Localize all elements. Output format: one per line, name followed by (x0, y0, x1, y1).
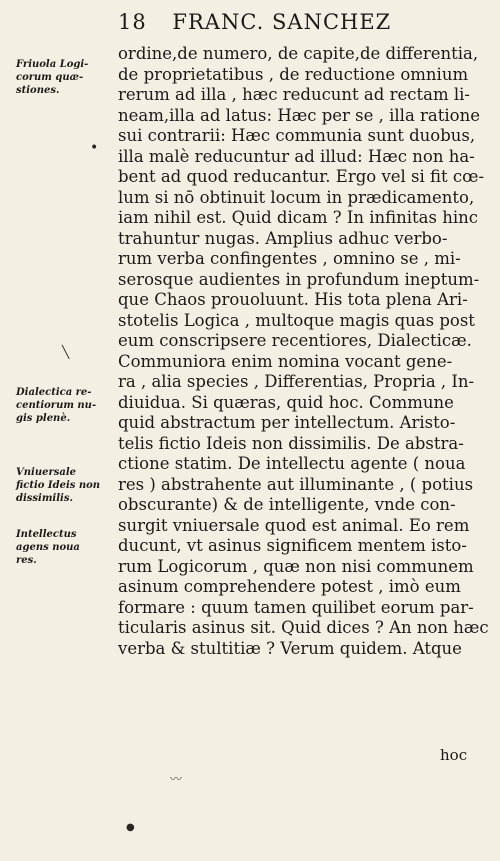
text-line: bent ad quod reducantur. Ergo vel si fit cœ- (118, 167, 485, 186)
text-line: obscurante) & de intelligente, vnde con- (118, 495, 456, 514)
text-line: telis fictio Ideis non dissimilis. De abstra- (118, 433, 464, 453)
ink-smudge-mark: 〰 (170, 772, 183, 786)
margin-note (16, 386, 120, 425)
margin-note-line: centiorum nu- (16, 400, 97, 411)
text-line: ducunt, vt asinus significem mentem isto- (118, 536, 467, 555)
margin-note-line: Friuola Logi- (16, 59, 89, 70)
margin-note-line: Dialectica re- (16, 387, 92, 398)
text-line: Communiora enim nomina vocant gene- (118, 351, 453, 371)
text-line: verba & stultitiæ ? Verum quidem. Atque (118, 638, 462, 658)
margin-note (16, 58, 120, 97)
text-line: neam,illa ad latus: Hæc per se , illa ratione (118, 105, 481, 125)
running-header (118, 10, 478, 36)
text-line: iam nihil est. Quid dicam ? In infinitas hinc (118, 208, 478, 227)
text-line: rum Logicorum , quæ non nisi communem (118, 556, 474, 576)
text-line: illa malè reducuntur ad illud: Hæc non ha- (118, 146, 475, 166)
stray-stroke-mark: ╲ (62, 345, 70, 359)
margin-note-line: fictio Ideis non (16, 480, 101, 491)
margin-note (16, 466, 120, 505)
text-line: formare : quum tamen quilibet eorum par- (118, 597, 474, 617)
text-line: serosque audientes in profundum ineptum- (118, 269, 480, 289)
text-line: lum si nō obtinuit locum in prædicamento, (118, 187, 475, 207)
text-line: de proprietatibus , de reductione omnium (118, 64, 469, 84)
text-line: ordine,de numero, de capite,de differentia, (118, 44, 479, 63)
text-line: surgit vniuersale quod est animal. Eo rem (118, 515, 470, 535)
ink-speck-mark: • (90, 140, 99, 156)
margin-note-line: gis plenè. (16, 413, 71, 424)
margin-note-line: agens noua (16, 542, 80, 553)
text-line: quid abstractum per intellectum. Aristo- (118, 413, 456, 432)
running-title: FRANC. SANCHEZ (172, 10, 392, 34)
margin-note-line: corum quæ- (16, 72, 84, 83)
text-line: ticularis asinus sit. Quid dices ? An non hæc (118, 618, 489, 637)
body-text (118, 44, 488, 659)
text-line: rerum ad illa , hæc reducunt ad rectam li- (118, 85, 470, 104)
ink-speck-mark: ● (126, 822, 135, 833)
text-line: res ) abstrahente aut illuminante , ( potius (118, 474, 474, 494)
text-line: asinum comprehendere potest , imò eum (118, 577, 461, 596)
margin-note (16, 528, 120, 567)
text-line: ctione statim. De intellectu agente ( noua (118, 454, 466, 473)
margin-note-line: Intellectus (16, 529, 77, 540)
margin-note-line: res. (16, 555, 37, 566)
text-line: eum conscripsere recentiores, Dialecticæ. (118, 331, 472, 350)
text-line: stotelis Logica , multoque magis quas post (118, 310, 475, 330)
text-line: trahuntur nugas. Amplius adhuc verbo- (118, 228, 448, 248)
margin-note-line: Vniuersale (16, 467, 76, 478)
text-line: sui contrarii: Hæc communia sunt duobus, (118, 126, 476, 145)
page-number: 18 (118, 10, 147, 34)
catchword: hoc (440, 746, 468, 764)
text-line: diuidua. Si quæras, quid hoc. Commune (118, 392, 454, 412)
margin-note-line: dissimilis. (16, 493, 73, 504)
margin-note-line: stiones. (16, 85, 60, 96)
text-line: que Chaos prouoluunt. His tota plena Ari- (118, 290, 468, 309)
text-line: ra , alia species , Differentias, Propria , In- (118, 372, 475, 391)
text-line: rum verba confingentes , omnino se , mi- (118, 249, 461, 268)
